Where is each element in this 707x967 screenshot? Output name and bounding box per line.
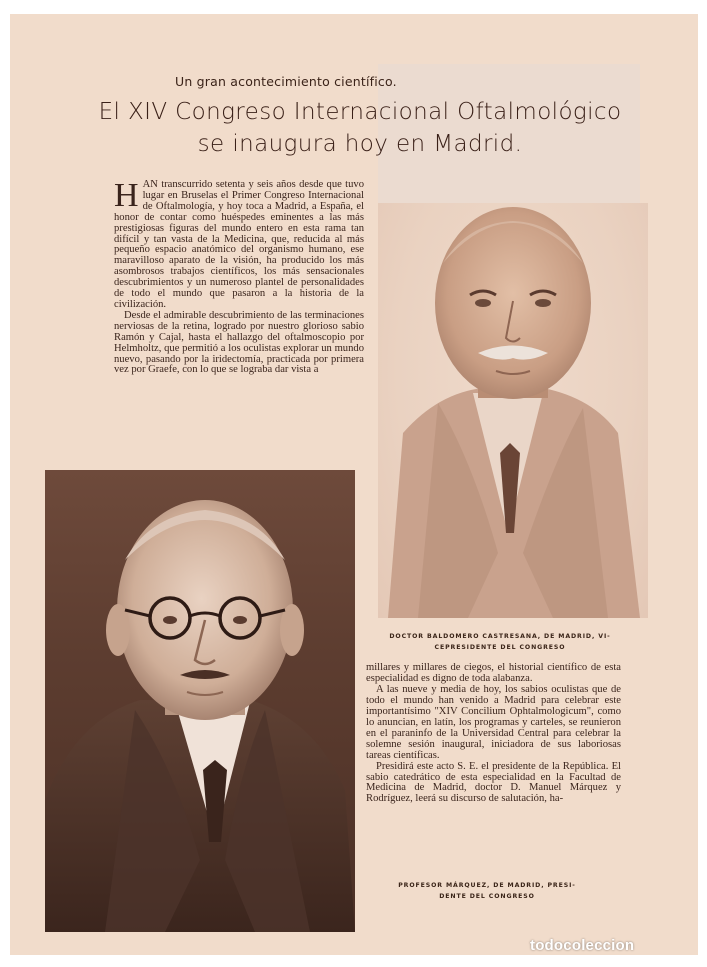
caption-1-line-1: DOCTOR BALDOMERO CASTRESANA, DE MADRID, VI- [389,633,611,640]
photo-caption-castresana [365,631,635,653]
article-kicker: Un gran acontecimiento científico. [175,74,397,89]
article-paragraph-1 [114,177,364,311]
watermark-text: todocoleccion [530,937,635,954]
article-headline [80,96,640,160]
article-paragraph-2-continued: millares y millares de ciegos, el historial científico de esta especialidad es digno de toda alabanza. [366,662,621,684]
headline-line-2: se inaugura hoy en Madrid. [197,131,523,157]
article-paragraph-4: Presidirá este acto S. E. el presidente de la República. El sabio catedrático de esta especialidad en la Facultad de Medicina de Madrid, doctor D. Manuel Márquez y Rodríguez, leerá su discurso de salutación, ha- [366,760,621,805]
headline-line-1: El XIV Congreso Internacional Oftalmológico [98,99,622,125]
portrait-castresana-illustration [378,203,648,618]
photo-caption-marquez [358,880,616,902]
site-watermark [530,937,634,954]
article-column-bottom [366,663,621,805]
article-paragraph-2: Desde el admirable descubrimiento de las terminaciones nerviosas de la retina, logrado por nuestro glorioso sabio Ramón y Cajal, hasta el hallazgo del oftalmoscopio por Helmholtz, que permitió a los oculistas explorar un mundo nuevo, pasando por la iridectomía, practicada por primera vez por Graefe, con lo que se lograba dar vista a [114,309,364,376]
article-column-top [114,177,364,376]
drop-cap: H [114,177,139,214]
portrait-photo-marquez [45,470,355,932]
caption-2-line-1: PROFESOR MÁRQUEZ, DE MADRID, PRESI- [398,882,576,889]
paragraph-1-text: AN transcurrido setenta y seis años desde que tuvo lugar en Bruselas el Primer Congreso Internacional de Oftalmología, y hoy toca a Madrid, a España, el honor de contar como huéspedes eminentes a las más prestigiosas figuras del mundo entero en esta rama tan difícil y tan vasta de la Medicina, que, reducida al más pequeño espacio anatómico del organismo humano, ese maravilloso aparato de la visión, ha producido los más asombrosos trabajos científicos, los más sensacionales descubrimientos y un numeroso plantel de personalidades de todo el mundo que pasaron a la historia de la civilización. [114,179,364,310]
article-paragraph-3: A las nueve y media de hoy, los sabios oculistas que de todo el mundo han venido a Madrid para celebrar este importantísimo "XIV Concilium Ophtalmologicum", como lo anuncian, en latín, los programas y carteles, se reunieron en el paraninfo de la Universidad Central para celebrar la solemne sesión inaugural, iniciadora de sus laboriosas tareas científicas. [366,683,621,761]
caption-2-line-2: DENTE DEL CONGRESO [439,893,535,900]
caption-1-line-2: CEPRESIDENTE DEL CONGRESO [434,644,566,651]
portrait-photo-castresana [378,203,648,618]
portrait-marquez-illustration [45,470,355,932]
